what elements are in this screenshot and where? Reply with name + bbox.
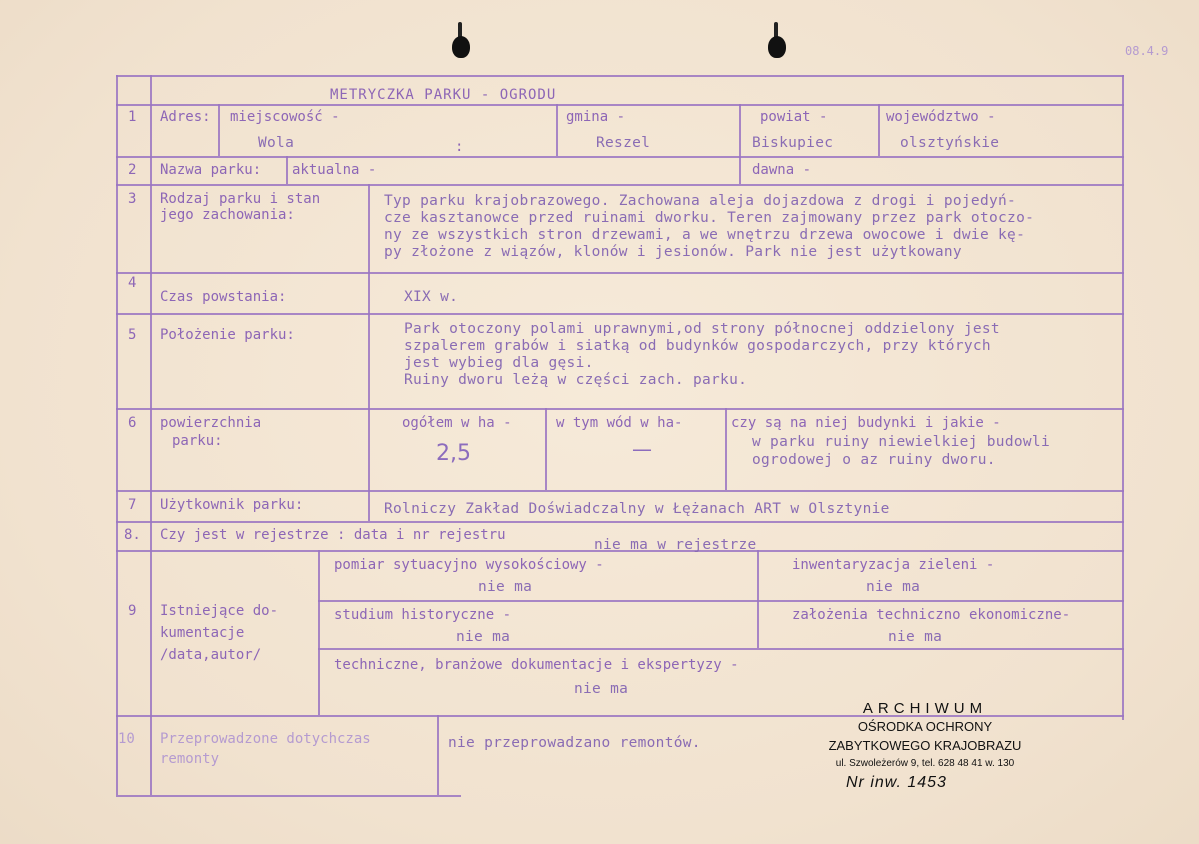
total-area-label: ogółem w ha -: [402, 415, 512, 431]
location-line-1: Park otoczony polami uprawnymi,od strony północnej oddzielony jest: [404, 321, 1000, 337]
stamp-archive-title: ARCHIWUM: [862, 700, 988, 717]
greenery-inventory-value: nie ma: [866, 579, 921, 595]
technical-docs-value: nie ma: [574, 681, 629, 697]
county-value: Biskupiec: [752, 135, 834, 151]
commune-value: Reszel: [596, 135, 651, 151]
water-area-label: w tym wód w ha-: [556, 415, 683, 431]
park-type-line-2: cze kasztanowce przed ruinami dworku. Teren zajmowany przez park otoczo-: [384, 210, 1035, 226]
voivodeship-label: województwo -: [886, 109, 996, 125]
tech-econ-value: nie ma: [888, 629, 943, 645]
punch-hole-left: [452, 22, 470, 62]
docs-label-2: kumentacje: [160, 625, 245, 641]
creation-time-label: Czas powstania:: [160, 289, 287, 305]
tech-econ-label: założenia techniczno ekonomiczne-: [792, 607, 1071, 623]
row4-number: 4: [128, 275, 137, 291]
locality-value: Wola: [258, 135, 295, 151]
row8-number: 8.: [124, 527, 141, 543]
user-label: Użytkownik parku:: [160, 497, 304, 513]
location-line-4: Ruiny dworu leżą w części zach. parku.: [404, 372, 748, 388]
park-type-line-1: Typ parku krajobrazowego. Zachowana aleja dojazdowa z drogi i pojedyń-: [384, 193, 1017, 209]
buildings-label: czy są na niej budynki i jakie -: [731, 415, 1001, 431]
stamp-line-2: OŚRODKA OCHRONY: [857, 719, 993, 734]
survey-value: nie ma: [478, 579, 533, 595]
corner-note: 08.4.9: [1125, 44, 1169, 58]
stamp-line-3: ZABYTKOWEGO KRAJOBRAZU: [828, 738, 1022, 753]
docs-label-3: /data,autor/: [160, 647, 262, 663]
repairs-value: nie przeprowadzano remontów.: [448, 735, 701, 751]
stamp-address: ul. Szwoleżerów 9, tel. 628 48 41 w. 130: [835, 758, 1015, 769]
buildings-line-2: ogrodowej o az ruiny dworu.: [752, 452, 996, 468]
row9-number: 9: [128, 603, 137, 619]
commune-label: gmina -: [566, 109, 626, 125]
historical-study-value: nie ma: [456, 629, 511, 645]
buildings-line-1: w parku ruiny niewielkiej budowli: [752, 434, 1050, 450]
inventory-number: Nr inw. 1453: [846, 774, 947, 791]
water-area-value: —: [632, 437, 652, 461]
docs-label-1: Istniejące do-: [160, 603, 279, 619]
park-type-label-1: Rodzaj parku i stan: [160, 191, 321, 207]
county-label: powiat -: [760, 109, 828, 125]
technical-docs-label: techniczne, branżowe dokumentacje i ekspertyzy -: [334, 657, 739, 673]
area-label-1: powierzchnia: [160, 415, 262, 431]
register-label: Czy jest w rejestrze : data i nr rejestru: [160, 527, 506, 543]
row7-number: 7: [128, 497, 137, 513]
repairs-label-2: remonty: [160, 751, 220, 767]
register-value: nie ma w rejestrze: [594, 537, 757, 553]
locality-colon: :: [455, 139, 464, 155]
survey-label: pomiar sytuacyjno wysokościowy -: [334, 557, 604, 573]
address-label: Adres:: [160, 109, 211, 125]
total-area-value: 2,5: [436, 441, 471, 466]
historical-study-label: studium historyczne -: [334, 607, 512, 623]
location-line-3: jest wybieg dla gęsi.: [404, 355, 594, 371]
park-type-line-4: py złożone z wiązów, klonów i jesionów. Park nie jest użytkowany: [384, 244, 962, 260]
punch-hole-right: [768, 22, 786, 62]
voivodeship-value: olsztyńskie: [900, 135, 1000, 151]
greenery-inventory-label: inwentaryzacja zieleni -: [792, 557, 995, 573]
repairs-label-1: Przeprowadzone dotychczas: [160, 731, 371, 747]
row6-number: 6: [128, 415, 137, 431]
location-line-2: szpalerem grabów i siatką od budynków gospodarczych, przy których: [404, 338, 991, 354]
row1-number: 1: [128, 109, 137, 125]
park-type-line-3: ny ze wszystkich stron drzewami, a we wnętrzu drzewa owocowe i dwie kę-: [384, 227, 1026, 243]
creation-time-value: XIX w.: [404, 289, 459, 305]
former-name-label: dawna -: [752, 162, 812, 178]
user-value: Rolniczy Zakład Doświadczalny w Łężanach ART w Olsztynie: [384, 501, 890, 517]
row10-number: 10: [118, 731, 135, 747]
row5-number: 5: [128, 327, 137, 343]
park-type-label-2: jego zachowania:: [160, 207, 295, 223]
location-label: Położenie parku:: [160, 327, 295, 343]
current-name-label: aktualna -: [292, 162, 377, 178]
area-label-2: parku:: [172, 433, 223, 449]
row2-number: 2: [128, 162, 137, 178]
form-title: METRYCZKA PARKU - OGRODU: [330, 87, 557, 103]
row3-number: 3: [128, 191, 137, 207]
locality-label: miejscowość -: [230, 109, 340, 125]
park-name-label: Nazwa parku:: [160, 162, 262, 178]
